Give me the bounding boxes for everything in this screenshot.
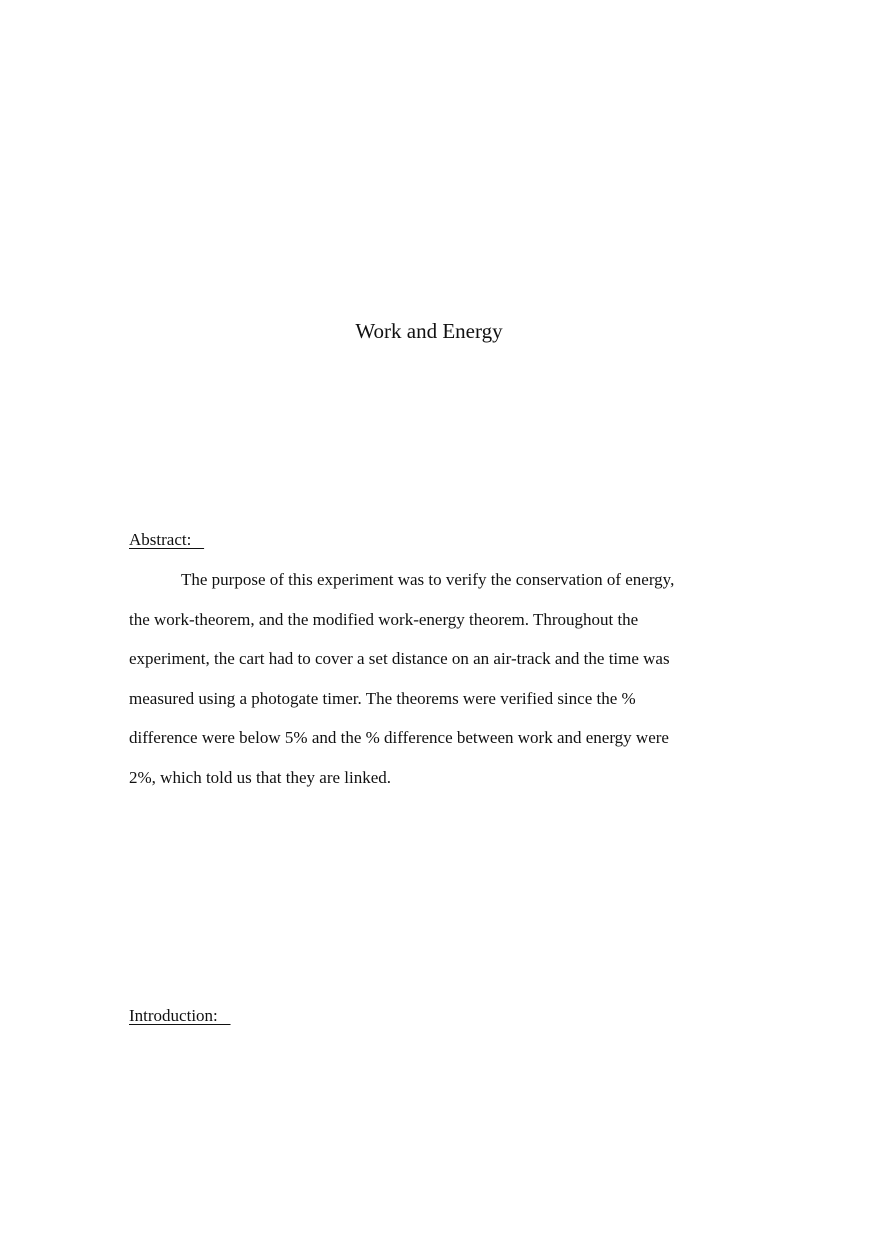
abstract-line: measured using a photogate timer. The theorems were verified since the %: [129, 688, 636, 708]
document-title: Work and Energy: [355, 319, 503, 343]
abstract-line: difference were below 5% and the % difference between work and energy were: [129, 728, 669, 748]
abstract-line: the work-theorem, and the modified work-energy theorem. Throughout the: [129, 609, 639, 629]
abstract-heading: Abstract:: [129, 530, 205, 549]
introduction-heading: Introduction:: [129, 1006, 231, 1025]
abstract-line: experiment, the cart had to cover a set distance on an air-track and the time was: [129, 649, 670, 669]
abstract-paragraph: [129, 569, 689, 807]
abstract-line: 2%, which told us that they are linked.: [129, 767, 392, 787]
abstract-line: The purpose of this experiment was to verify the conservation of energy,: [181, 570, 675, 589]
